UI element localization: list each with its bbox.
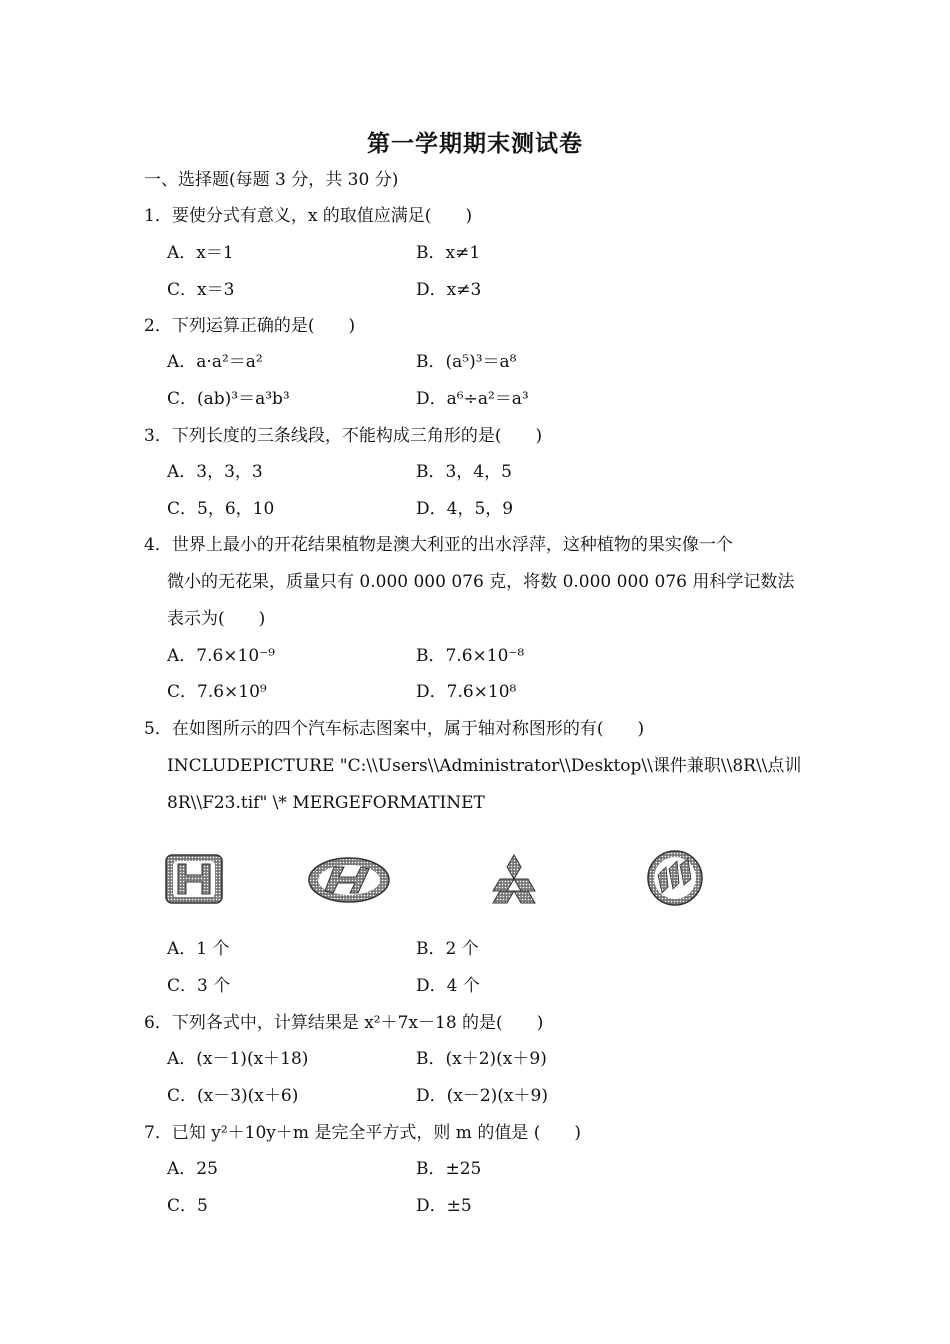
question-3-option-a: A．3，3，3 bbox=[167, 462, 263, 482]
hyundai-logo bbox=[306, 855, 392, 905]
question-3-option-b: B．3，4，5 bbox=[416, 462, 512, 482]
question-3-option-d: D．4，5，9 bbox=[416, 499, 514, 519]
question-6-stem: 6．下列各式中，计算结果是 x²＋7x－18 的是( ) bbox=[144, 1013, 544, 1033]
question-2-option-b: B．(a⁵)³＝a⁸ bbox=[416, 352, 517, 372]
question-4-stem-line1: 4．世界上最小的开花结果植物是澳大利亚的出水浮萍，这种植物的果实像一个 bbox=[144, 535, 733, 555]
question-5-option-a: A．1 个 bbox=[167, 939, 230, 959]
question-5-option-d: D．4 个 bbox=[416, 976, 480, 996]
question-6-option-c: C．(x－3)(x＋6) bbox=[167, 1086, 299, 1106]
question-5-field-code-line2: 8R\\F23.tif" \* MERGEFORMATINET bbox=[167, 793, 485, 813]
question-7-option-a: A．25 bbox=[167, 1159, 218, 1179]
question-7-option-d: D．±5 bbox=[416, 1196, 472, 1216]
page-title: 第一学期期末测试卷 bbox=[367, 131, 583, 157]
buick-logo bbox=[646, 849, 704, 907]
question-7-option-b: B．±25 bbox=[416, 1159, 482, 1179]
question-6-option-b: B．(x＋2)(x＋9) bbox=[416, 1049, 547, 1069]
question-3-option-c: C．5，6，10 bbox=[167, 499, 275, 519]
question-7-option-c: C．5 bbox=[167, 1196, 208, 1216]
question-4-option-c: C．7.6×10⁹ bbox=[167, 682, 267, 702]
question-5-option-b: B．2 个 bbox=[416, 939, 479, 959]
question-3-stem: 3．下列长度的三条线段，不能构成三角形的是( ) bbox=[144, 426, 543, 446]
question-7-stem: 7．已知 y²＋10y＋m 是完全平方式，则 m 的值是 ( ) bbox=[144, 1123, 581, 1143]
question-1-option-a: A．x＝1 bbox=[167, 243, 234, 263]
mitsubishi-logo bbox=[486, 853, 542, 905]
question-5-field-code-line1: INCLUDEPICTURE "C:\\Users\\Administrator\\Desktop\\课件兼职\\8R\\点训 bbox=[167, 756, 802, 776]
question-4-stem-line3: 表示为( ) bbox=[167, 609, 266, 629]
question-2-option-d: D．a⁶÷a²＝a³ bbox=[416, 389, 529, 409]
question-1-option-c: C．x＝3 bbox=[167, 280, 235, 300]
section-heading: 一、选择题(每题 3 分，共 30 分) bbox=[144, 170, 399, 190]
question-4-option-a: A．7.6×10⁻⁹ bbox=[167, 646, 275, 666]
question-6-option-d: D．(x－2)(x＋9) bbox=[416, 1086, 548, 1106]
question-4-stem-line2: 微小的无花果，质量只有 0.000 000 076 克，将数 0.000 000 076 用科学记数法 bbox=[167, 572, 795, 592]
question-2-option-a: A．a·a²＝a² bbox=[167, 352, 263, 372]
question-5-option-c: C．3 个 bbox=[167, 976, 231, 996]
question-1-option-b: B．x≠1 bbox=[416, 243, 481, 263]
question-6-option-a: A．(x－1)(x＋18) bbox=[167, 1049, 309, 1069]
question-2-option-c: C．(ab)³＝a³b³ bbox=[167, 389, 290, 409]
question-2-stem: 2．下列运算正确的是( ) bbox=[144, 316, 356, 336]
question-1-option-d: D．x≠3 bbox=[416, 280, 482, 300]
question-4-option-d: D．7.6×10⁸ bbox=[416, 682, 517, 702]
question-5-stem: 5．在如图所示的四个汽车标志图案中，属于轴对称图形的有( ) bbox=[144, 719, 645, 739]
car-logos-figure bbox=[150, 845, 730, 920]
honda-logo bbox=[164, 853, 224, 905]
question-4-option-b: B．7.6×10⁻⁸ bbox=[416, 646, 525, 666]
question-1-stem: 1．要使分式有意义，x 的取值应满足( ) bbox=[144, 206, 473, 226]
